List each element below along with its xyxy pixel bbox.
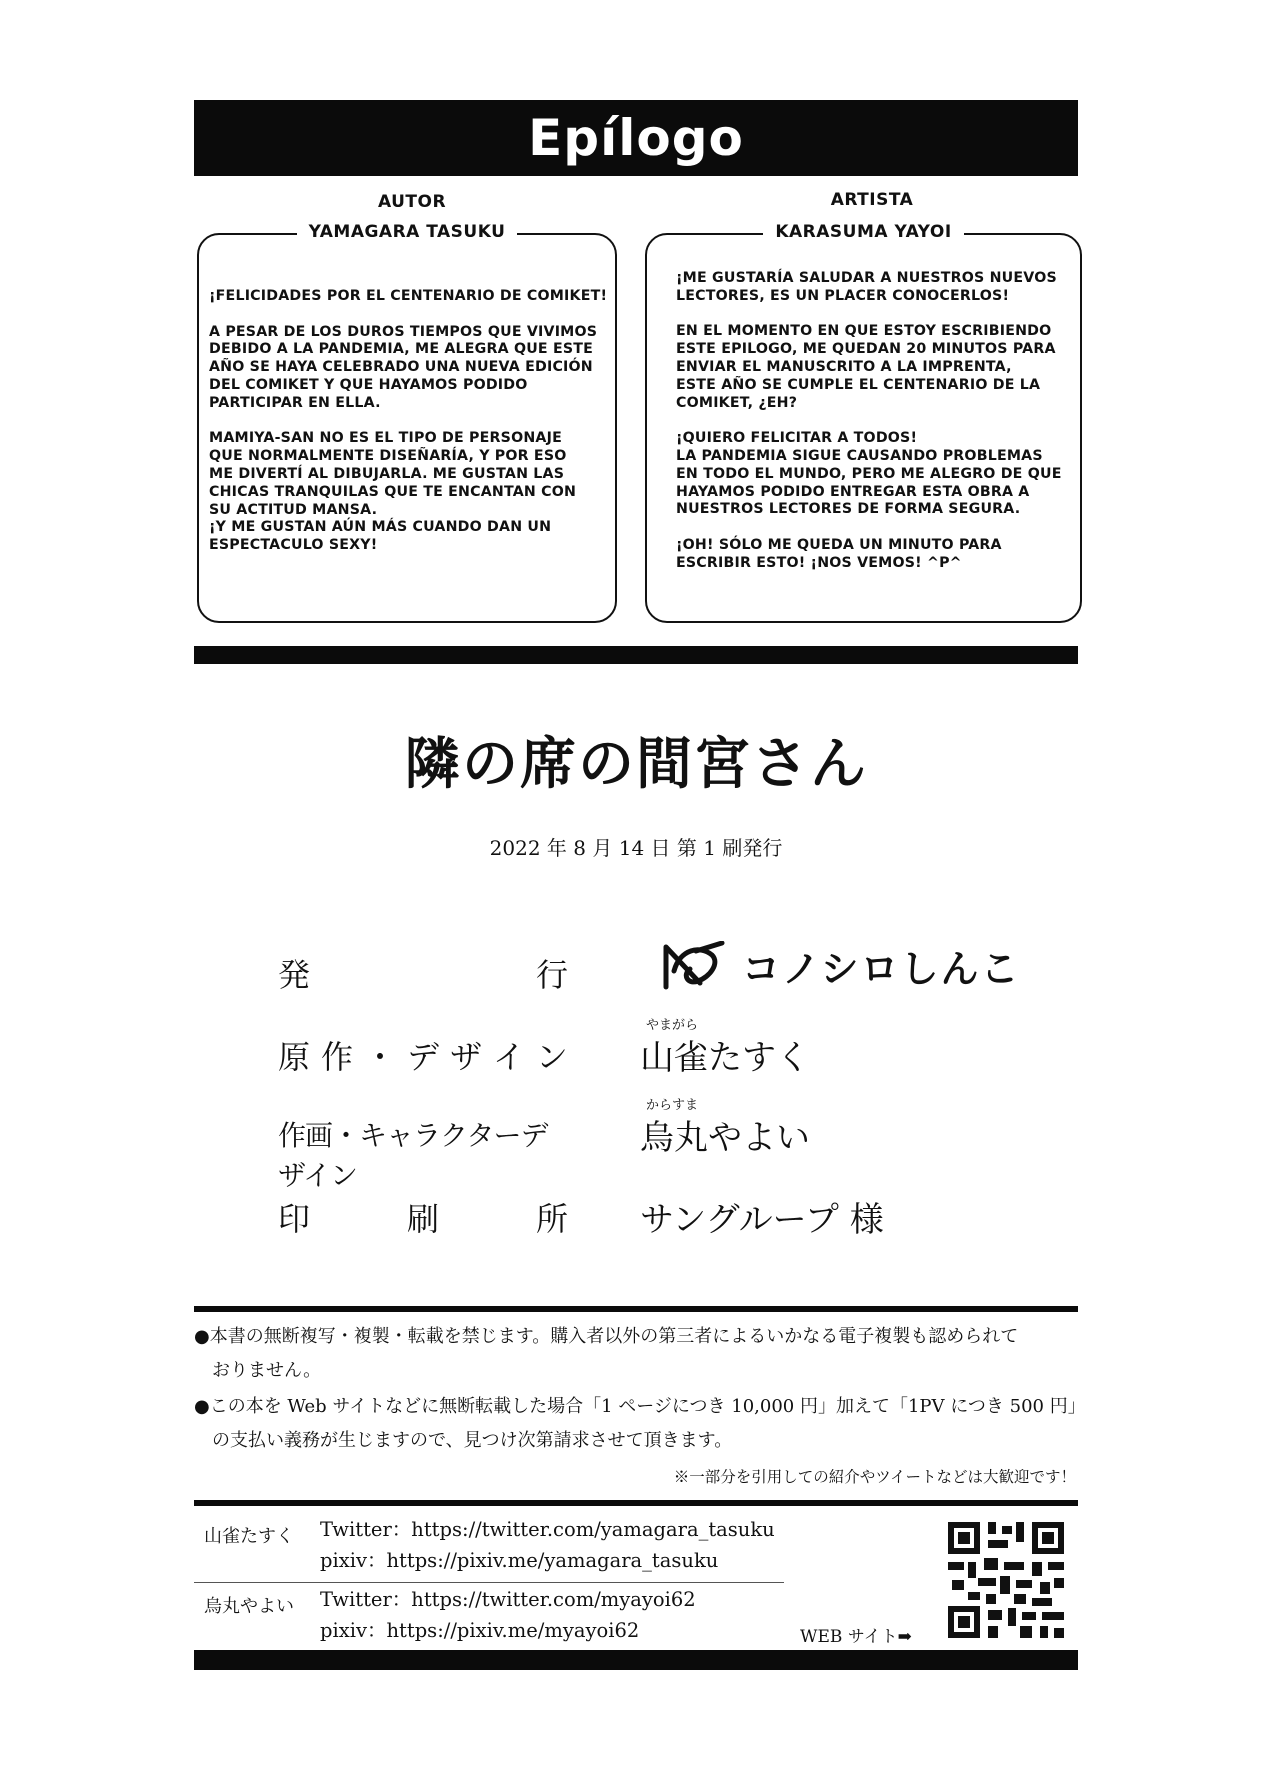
credit-label-printer xyxy=(278,1194,568,1240)
printer-credit: サングループ 様 xyxy=(640,1200,884,1240)
publisher-name: コノシロしんこ xyxy=(742,947,1021,991)
contact-name-yamagara: 山雀たすく xyxy=(204,1526,294,1547)
author-name: YAMAGARA TASUKU xyxy=(297,222,518,246)
notice-footnote: ※一部分を引用しての紹介やツイートなどは大歓迎です！ xyxy=(673,1468,1076,1486)
label-char: イ xyxy=(492,1038,525,1076)
contact-divider xyxy=(194,1582,784,1583)
label-char: ・ xyxy=(363,1038,396,1076)
epilogue-title-bar xyxy=(194,100,1078,176)
label-char: 作 xyxy=(320,1038,353,1076)
original-author: 山雀たすく xyxy=(640,1038,810,1078)
label-char: 所 xyxy=(535,1200,568,1238)
original-ruby: やまがら xyxy=(646,1018,699,1033)
credit-label-publisher xyxy=(278,950,568,996)
notice-top-rule xyxy=(194,1306,1078,1312)
section-divider xyxy=(194,646,1078,664)
label-char: ン xyxy=(535,1038,568,1076)
artist-role: ARTISTA xyxy=(830,190,914,210)
qr-code-icon[interactable] xyxy=(948,1522,1064,1638)
twitter-link-yamagara[interactable]: Twitter：https://twitter.com/yamagara_tasuku xyxy=(320,1518,775,1541)
author-name-row xyxy=(197,222,617,246)
label-text: 作画・キャラクターデザイン xyxy=(278,1119,548,1192)
label-char: ザ xyxy=(449,1038,482,1076)
credit-label-art xyxy=(278,1114,568,1194)
author-role: AUTOR xyxy=(377,192,447,212)
notice-1a: ●本書の無断複写・複製・転載を禁じます。購入者以外の第三者によるいかなる電子複製も認められて xyxy=(194,1326,1019,1347)
contacts-top-rule xyxy=(194,1500,1078,1506)
label-char: デ xyxy=(406,1038,439,1076)
notice-2a: ●この本を Web サイトなどに無断転載した場合「1 ページにつき 10,000 円」加えて「1PV につき 500 円」 xyxy=(194,1396,1086,1417)
notice-1b: おりません。 xyxy=(212,1360,322,1381)
publisher-logo-icon xyxy=(660,941,728,991)
book-title: 隣の席の間宮さん xyxy=(404,731,868,797)
label-char: 行 xyxy=(535,956,568,994)
publisher-logo xyxy=(660,938,1020,993)
pixiv-link-karasuma[interactable]: pixiv：https://pixiv.me/myayoi62 xyxy=(320,1619,640,1642)
artist-name: KARASUMA YAYOI xyxy=(763,222,963,246)
twitter-link-karasuma[interactable]: Twitter：https://twitter.com/myayoi62 xyxy=(320,1588,696,1611)
contact-name-karasuma: 烏丸やよい xyxy=(204,1596,294,1617)
label-char: 刷 xyxy=(406,1200,439,1238)
artist-name-row xyxy=(645,222,1082,246)
pixiv-link-yamagara[interactable]: pixiv：https://pixiv.me/yamagara_tasuku xyxy=(320,1549,719,1572)
label-char: 印 xyxy=(278,1200,311,1238)
publication-date: 2022 年 8 月 14 日 第 1 刷発行 xyxy=(489,836,783,860)
author-message: ¡FELICIDADES POR EL CENTENARIO DE COMIKET! A PESAR DE LOS DUROS TIEMPOS QUE VIVIMOS DEBIDO A LA PANDEMIA, ME ALEGRA QUE ESTE AÑO SE HAYA CELEBRADO UNA NUEVA EDICIÓN DEL COMIKET Y QUE HAYAMOS PODIDO PARTICIPAR EN ELLA. MAMIYA-SAN NO ES EL TIPO DE PERSONAJE QUE NORMALMENTE DISEÑARÍA, Y POR ESO ME DIVERTÍ AL DIBUJARLA. ME GUSTAN LAS CHICAS TRANQUILAS QUE TE ENCANTAN CON SU ACTITUD MANSA. ¡Y ME GUSTAN AÚN MÁS CUANDO DAN UN ESPECTACULO SEXY! xyxy=(209,288,608,554)
notice-2b: の支払い義務が生じますので、見つけ次第請求させて頂きます。 xyxy=(212,1430,733,1451)
epilogue-title: Epílogo xyxy=(528,109,744,167)
label-char: 原 xyxy=(278,1038,311,1076)
bottom-rule xyxy=(194,1650,1078,1670)
artist-message: ¡ME GUSTARÍA SALUDAR A NUESTROS NUEVOS LECTORES, ES UN PLACER CONOCERLOS! EN EL MOMENTO EN QUE ESTOY ESCRIBIENDO ESTE EPILOGO, ME QUEDAN 20 MINUTOS PARA ENVIAR EL MANUSCRITO A LA IMPRENTA, ESTE AÑO SE CUMPLE EL CENTENARIO DE LA COMIKET, ¿EH? ¡QUIERO FELICITAR A TODOS! LA PANDEMIA SIGUE CAUSANDO PROBLEMAS EN TODO EL MUNDO, PERO ME ALEGRO DE QUE HAYAMOS PODIDO ENTREGAR ESTA OBRA A NUESTROS LECTORES DE FORMA SEGURA. ¡OH! SÓLO ME QUEDA UN MINUTO PARA ESCRIBIR ESTO! ¡NOS VEMOS! ^P^ xyxy=(676,270,1062,571)
website-label: WEB サイト➡ xyxy=(800,1627,912,1647)
credit-label-original xyxy=(278,1032,568,1078)
label-char: 発 xyxy=(278,956,311,994)
artist-credit: 烏丸やよい xyxy=(640,1118,810,1158)
art-ruby: からすま xyxy=(646,1098,699,1113)
